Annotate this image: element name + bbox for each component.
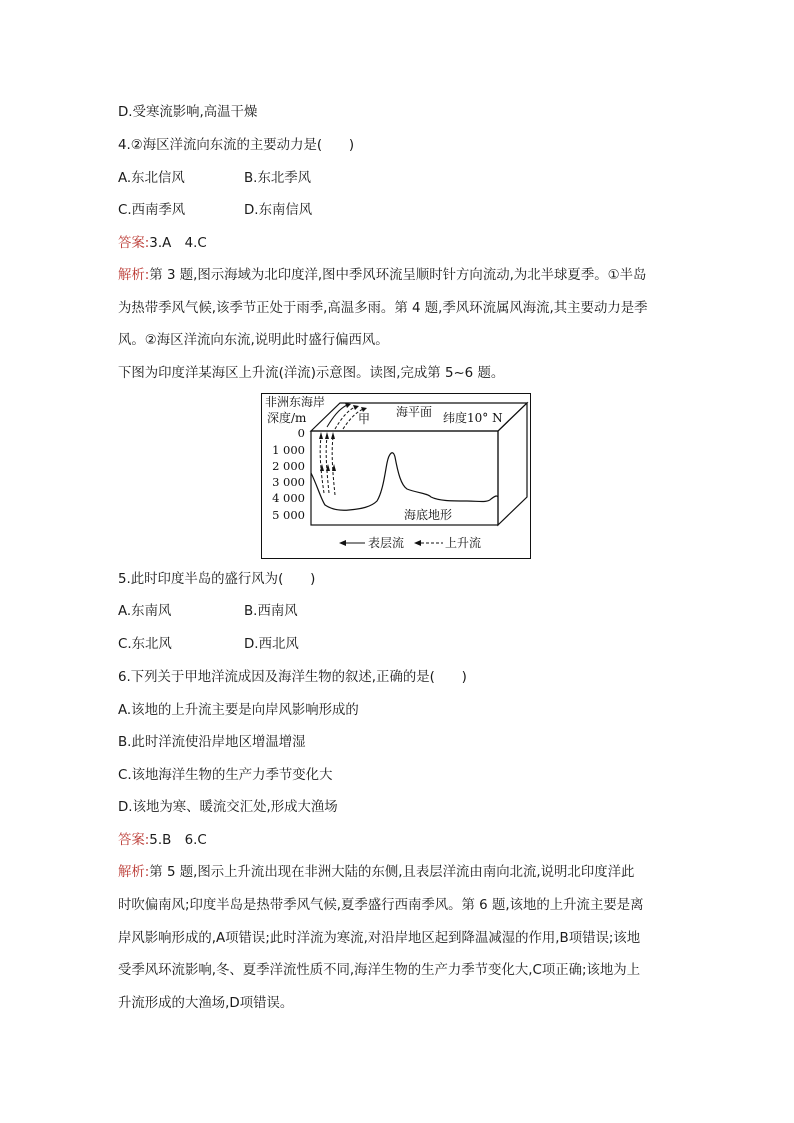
q6-option-d: D.该地为寒、暖流交汇处,形成大渔场 [118, 800, 338, 815]
depth-axis-label: 深度/m [267, 411, 307, 425]
analysis-3-4-line-3: 风。②海区洋流向东流,说明此时盛行偏西风。 [118, 333, 389, 348]
legend-upwelling-arrowhead [414, 540, 421, 546]
answer-label: 答案: [118, 833, 150, 848]
answer-3-4 [118, 235, 207, 253]
legend-surface-label: 表层流 [368, 536, 405, 550]
upwelling-diagram-svg [261, 393, 531, 559]
q4-option-c: C.西南季风 [118, 203, 186, 218]
q6-option-a: A.该地的上升流主要是向岸风影响形成的 [118, 703, 359, 718]
answer-text: 3.A 4.C [149, 236, 207, 251]
legend-upwelling-label: 上升流 [445, 536, 482, 550]
analysis-5-6-line-5: 升流形成的大渔场,D项错误。 [118, 996, 294, 1011]
analysis-5-6-line-3: 岸风影响形成的,A项错误;此时洋流为寒流,对沿岸地区起到降温减湿的作用,B项错误;该地 [118, 931, 641, 946]
q6-option-b: B.此时洋流使沿岸地区增温增湿 [118, 735, 306, 750]
q3-option-d: D.受寒流影响,高温干燥 [118, 105, 258, 120]
depth-tick-4000: 4 000 [272, 491, 305, 505]
coast-label: 非洲东海岸 [265, 395, 326, 409]
answer-label: 答案: [118, 236, 150, 251]
q5-option-b: B.西南风 [244, 604, 298, 619]
depth-tick-5000: 5 000 [272, 508, 305, 522]
surface-arrow-2 [335, 407, 355, 429]
analysis-3-4-line-2: 为热带季风气候,该季节正处于雨季,高温多雨。第 4 题,季风环流属风海流,其主要动力是季 [118, 301, 648, 316]
analysis-5-6-line-1 [118, 864, 634, 882]
analysis-text: 第 5 题,图示上升流出现在非洲大陆的东侧,且表层洋流由南向北流,说明北印度洋此 [149, 865, 635, 880]
q5-option-c: C.东北风 [118, 637, 172, 652]
q5-option-a: A.东南风 [118, 604, 172, 619]
analysis-text: 第 3 题,图示海域为北印度洋,图中季风环流呈顺时针方向流动,为北半球夏季。①半岛 [149, 268, 647, 283]
upwelling-diagram [261, 393, 531, 559]
depth-tick-1000: 1 000 [272, 443, 305, 457]
analysis-5-6-line-2: 时吹偏南风;印度半岛是热带季风气候,夏季盛行西南季风。第 6 题,该地的上升流主要是离 [118, 898, 644, 913]
q4-option-a: A.东北信风 [118, 171, 185, 186]
analysis-5-6-line-4: 受季风环流影响,冬、夏季洋流性质不同,海洋生物的生产力季节变化大,C项正确;该地为上 [118, 963, 641, 978]
analysis-3-4-line-1 [118, 267, 646, 285]
seabed-label: 海底地形 [404, 508, 453, 522]
depth-tick-3000: 3 000 [272, 475, 305, 489]
depth-tick-2000: 2 000 [272, 459, 305, 473]
answer-5-6 [118, 832, 207, 850]
depth-tick-0: 0 [297, 426, 305, 440]
q4-stem: 4.②海区洋流向东流的主要动力是( ) [118, 138, 355, 153]
q5-stem: 5.此时印度半岛的盛行风为( ) [118, 572, 316, 587]
q4-option-b: B.东北季风 [244, 171, 312, 186]
latitude-label: 纬度10° N [443, 411, 503, 425]
answer-text: 5.B 6.C [149, 833, 207, 848]
analysis-label: 解析: [118, 865, 150, 880]
analysis-label: 解析: [118, 268, 150, 283]
jia-label: 甲 [358, 412, 371, 426]
q6-option-c: C.该地海洋生物的生产力季节变化大 [118, 768, 333, 783]
legend-surface-arrowhead [339, 540, 346, 546]
q6-stem: 6.下列关于甲地洋流成因及海洋生物的叙述,正确的是( ) [118, 670, 467, 685]
figure-intro: 下图为印度洋某海区上升流(洋流)示意图。读图,完成第 5~6 题。 [118, 366, 505, 381]
q5-option-d: D.西北风 [244, 637, 299, 652]
q4-option-d: D.东南信风 [244, 203, 313, 218]
sea-level-label: 海平面 [396, 405, 433, 419]
